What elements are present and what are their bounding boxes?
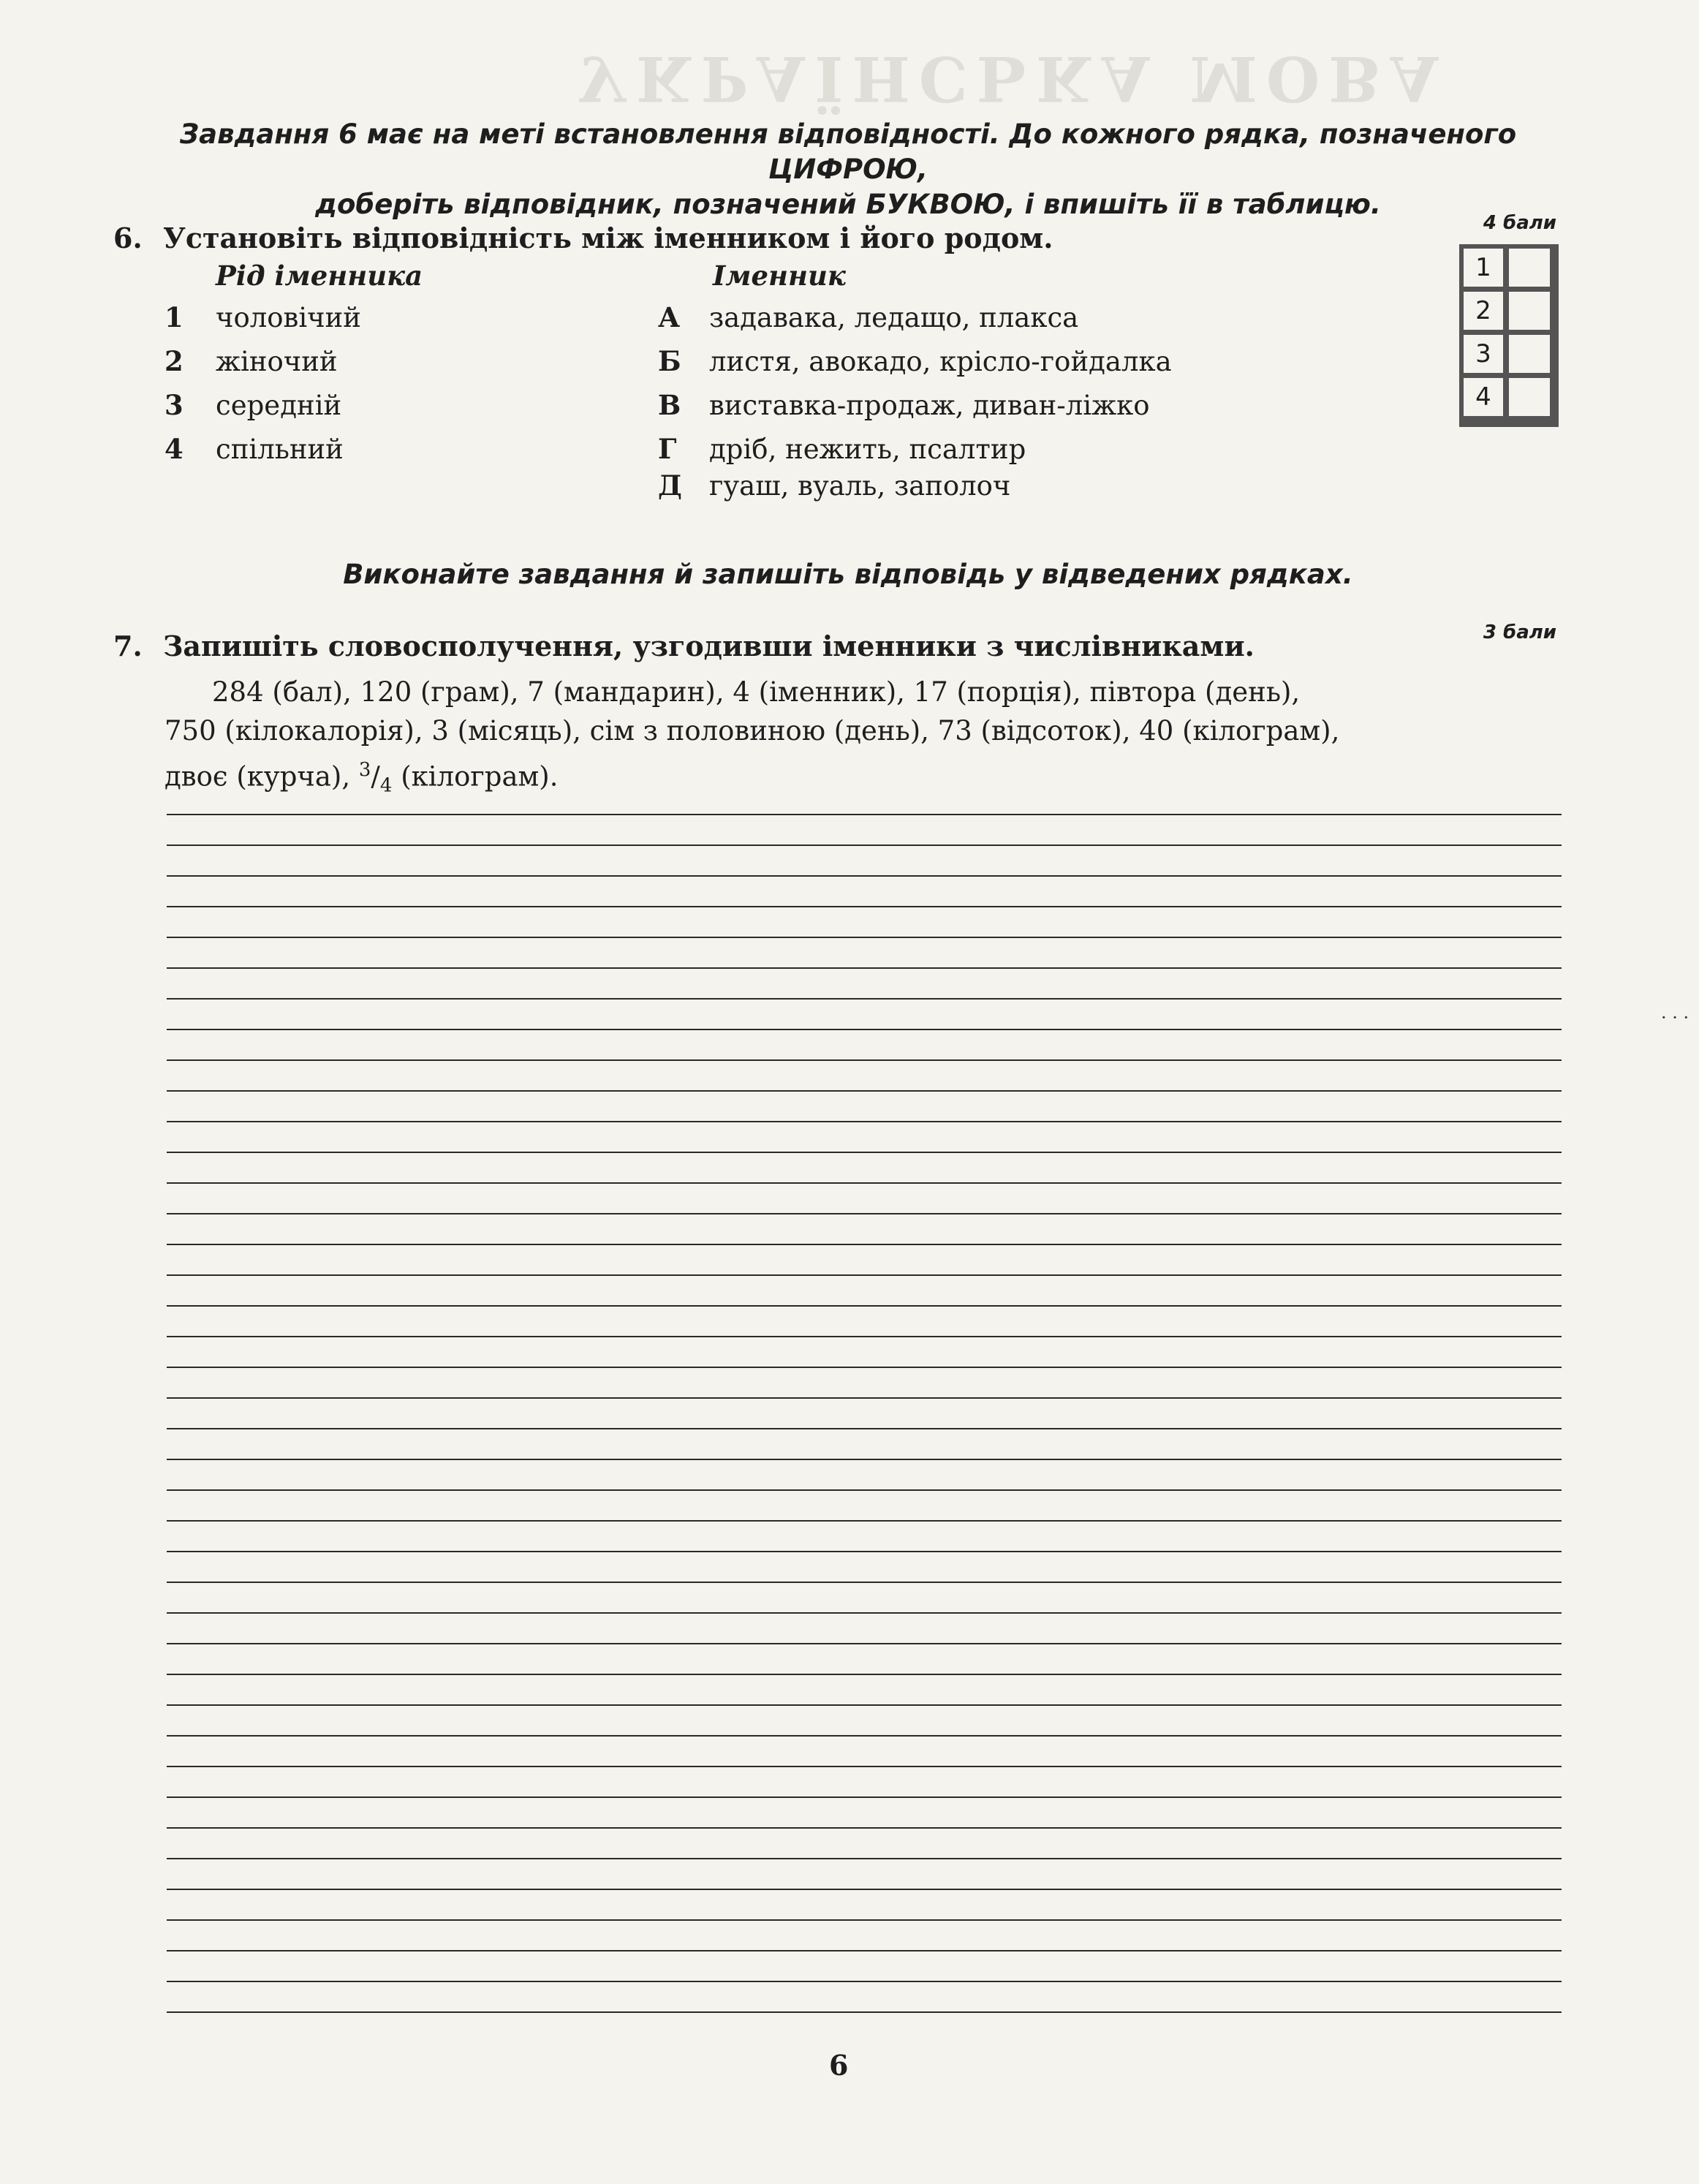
matching-instruction-line: Завдання 6 має на меті встановлення відповідності. До кожного рядка, позначеного ЦИФРОЮ, xyxy=(179,118,1517,185)
answer-grid-row xyxy=(1464,335,1554,373)
task6-title-text: Установіть відповідність між іменником і його родом. xyxy=(163,222,1053,254)
answer-line[interactable] xyxy=(167,1059,1562,1061)
task6-left-item xyxy=(164,388,341,423)
answer-grid-number: 3 xyxy=(1464,335,1503,373)
task6-number: 6. xyxy=(113,222,143,254)
answer-line[interactable] xyxy=(167,844,1562,846)
answer-line[interactable] xyxy=(167,814,1562,815)
answer-line[interactable] xyxy=(167,1029,1562,1030)
answer-line[interactable] xyxy=(167,998,1562,1000)
right-item-text: дріб, нежить, псалтир xyxy=(709,434,1026,465)
task6-right-item xyxy=(658,344,1172,379)
left-item-key: 4 xyxy=(164,433,183,465)
answer-grid-row xyxy=(1464,378,1554,416)
right-item-text: виставка-продаж, диван-ліжко xyxy=(709,390,1150,421)
answer-line[interactable] xyxy=(167,1858,1562,1859)
answer-line[interactable] xyxy=(167,1459,1562,1460)
task6-right-item xyxy=(658,388,1150,423)
answer-line[interactable] xyxy=(167,937,1562,938)
answer-line[interactable] xyxy=(167,1827,1562,1829)
answer-grid-cell[interactable] xyxy=(1509,249,1550,287)
left-item-key: 2 xyxy=(164,345,183,377)
right-item-key: Д xyxy=(658,469,682,502)
task7-line3-prefix: двоє (курча), xyxy=(164,760,359,793)
left-item-text: середній xyxy=(216,390,342,421)
answer-line[interactable] xyxy=(167,1489,1562,1491)
task6-left-header: Рід іменника xyxy=(216,260,423,292)
left-item-text: жіночий xyxy=(216,346,338,377)
answer-line[interactable] xyxy=(167,1582,1562,1583)
right-item-text: задавака, ледащо, плакса xyxy=(709,302,1079,333)
task6-left-item xyxy=(164,300,361,336)
answer-grid-number: 2 xyxy=(1464,292,1503,330)
margin-mark: · · · xyxy=(1661,1008,1689,1028)
task6-right-item xyxy=(658,300,1078,336)
task7-title xyxy=(113,629,1255,664)
answer-line[interactable] xyxy=(167,1643,1562,1644)
open-task-instruction: Виконайте завдання й запишіть відповідь у відведених рядках. xyxy=(343,559,1353,590)
bleed-through-header: УКРАЇНСЬКА МОВА xyxy=(578,42,1448,115)
answer-line[interactable] xyxy=(167,1152,1562,1153)
fraction-numerator: 3 xyxy=(358,759,371,781)
answer-line[interactable] xyxy=(167,1274,1562,1276)
answer-line[interactable] xyxy=(167,1121,1562,1122)
task7-words-line: двоє (курча), $^3/_4$ (кілограм). xyxy=(164,759,559,797)
task6-left-item xyxy=(164,344,338,379)
task7-words-line: 750 (кілокалорія), 3 (місяць), сім з половиною (день), 73 (відсоток), 40 (кілограм), xyxy=(164,715,1340,747)
answer-line[interactable] xyxy=(167,1919,1562,1921)
answer-grid-number: 1 xyxy=(1464,249,1503,287)
answer-line[interactable] xyxy=(167,1213,1562,1214)
task6-right-item xyxy=(658,431,1026,467)
page-number: 6 xyxy=(829,2049,849,2082)
answer-line[interactable] xyxy=(167,1551,1562,1552)
right-item-key: Б xyxy=(658,345,681,377)
left-item-text: чоловічий xyxy=(216,302,361,333)
answer-line[interactable] xyxy=(167,1674,1562,1675)
matching-instruction xyxy=(117,117,1579,222)
left-item-key: 1 xyxy=(164,301,183,333)
answer-grid-cell[interactable] xyxy=(1509,335,1550,373)
right-item-key: В xyxy=(658,389,681,421)
answer-line[interactable] xyxy=(167,1336,1562,1337)
answer-grid-number: 4 xyxy=(1464,378,1503,416)
left-item-text: спільний xyxy=(216,434,344,465)
answer-line[interactable] xyxy=(167,1704,1562,1706)
fraction-denominator: 4 xyxy=(379,774,393,797)
task7-number: 7. xyxy=(113,630,143,662)
answer-line[interactable] xyxy=(167,1889,1562,1890)
answer-line[interactable] xyxy=(167,967,1562,969)
task7-points: 3 бали xyxy=(1483,621,1556,643)
task6-title xyxy=(113,221,1053,256)
right-item-key: А xyxy=(658,301,681,333)
answer-line[interactable] xyxy=(167,1950,1562,1951)
task6-left-item xyxy=(164,431,344,467)
answer-line[interactable] xyxy=(167,1428,1562,1429)
task7-line3-suffix: (кілограм). xyxy=(392,760,559,793)
task6-right-header: Іменник xyxy=(713,260,846,292)
answer-line[interactable] xyxy=(167,875,1562,877)
task6-points: 4 бали xyxy=(1483,212,1556,234)
answer-line[interactable] xyxy=(167,1796,1562,1798)
answer-grid-cell[interactable] xyxy=(1509,378,1550,416)
answer-line[interactable] xyxy=(167,2011,1562,2013)
answer-line[interactable] xyxy=(167,1520,1562,1522)
task7-words-line: 284 (бал), 120 (грам), 7 (мандарин), 4 (іменник), 17 (порція), півтора (день), xyxy=(212,676,1301,708)
task7-title-text: Запишіть словосполучення, узгодивши іменники з числівниками. xyxy=(163,630,1255,662)
answer-grid-row xyxy=(1464,249,1554,287)
task6-right-item xyxy=(658,468,1010,504)
answer-line[interactable] xyxy=(167,1981,1562,1982)
right-item-key: Г xyxy=(658,433,677,465)
right-item-text: листя, авокадо, крісло-гойдалка xyxy=(709,346,1172,377)
answer-line[interactable] xyxy=(167,1766,1562,1767)
answer-line[interactable] xyxy=(167,1305,1562,1307)
answer-line[interactable] xyxy=(167,1090,1562,1092)
answer-line[interactable] xyxy=(167,1244,1562,1245)
right-item-text: гуаш, вуаль, заполоч xyxy=(709,470,1011,502)
task6-answer-grid xyxy=(1459,244,1559,427)
answer-line[interactable] xyxy=(167,1735,1562,1737)
answer-line[interactable] xyxy=(167,906,1562,907)
answer-line[interactable] xyxy=(167,1397,1562,1399)
answer-line[interactable] xyxy=(167,1182,1562,1184)
answer-grid-cell[interactable] xyxy=(1509,292,1550,330)
left-item-key: 3 xyxy=(164,389,183,421)
answer-grid-row xyxy=(1464,292,1554,330)
matching-instruction-line: доберіть відповідник, позначений БУКВОЮ, і впишіть її в таблицю. xyxy=(315,189,1381,220)
answer-line[interactable] xyxy=(167,1367,1562,1368)
answer-line[interactable] xyxy=(167,1612,1562,1614)
